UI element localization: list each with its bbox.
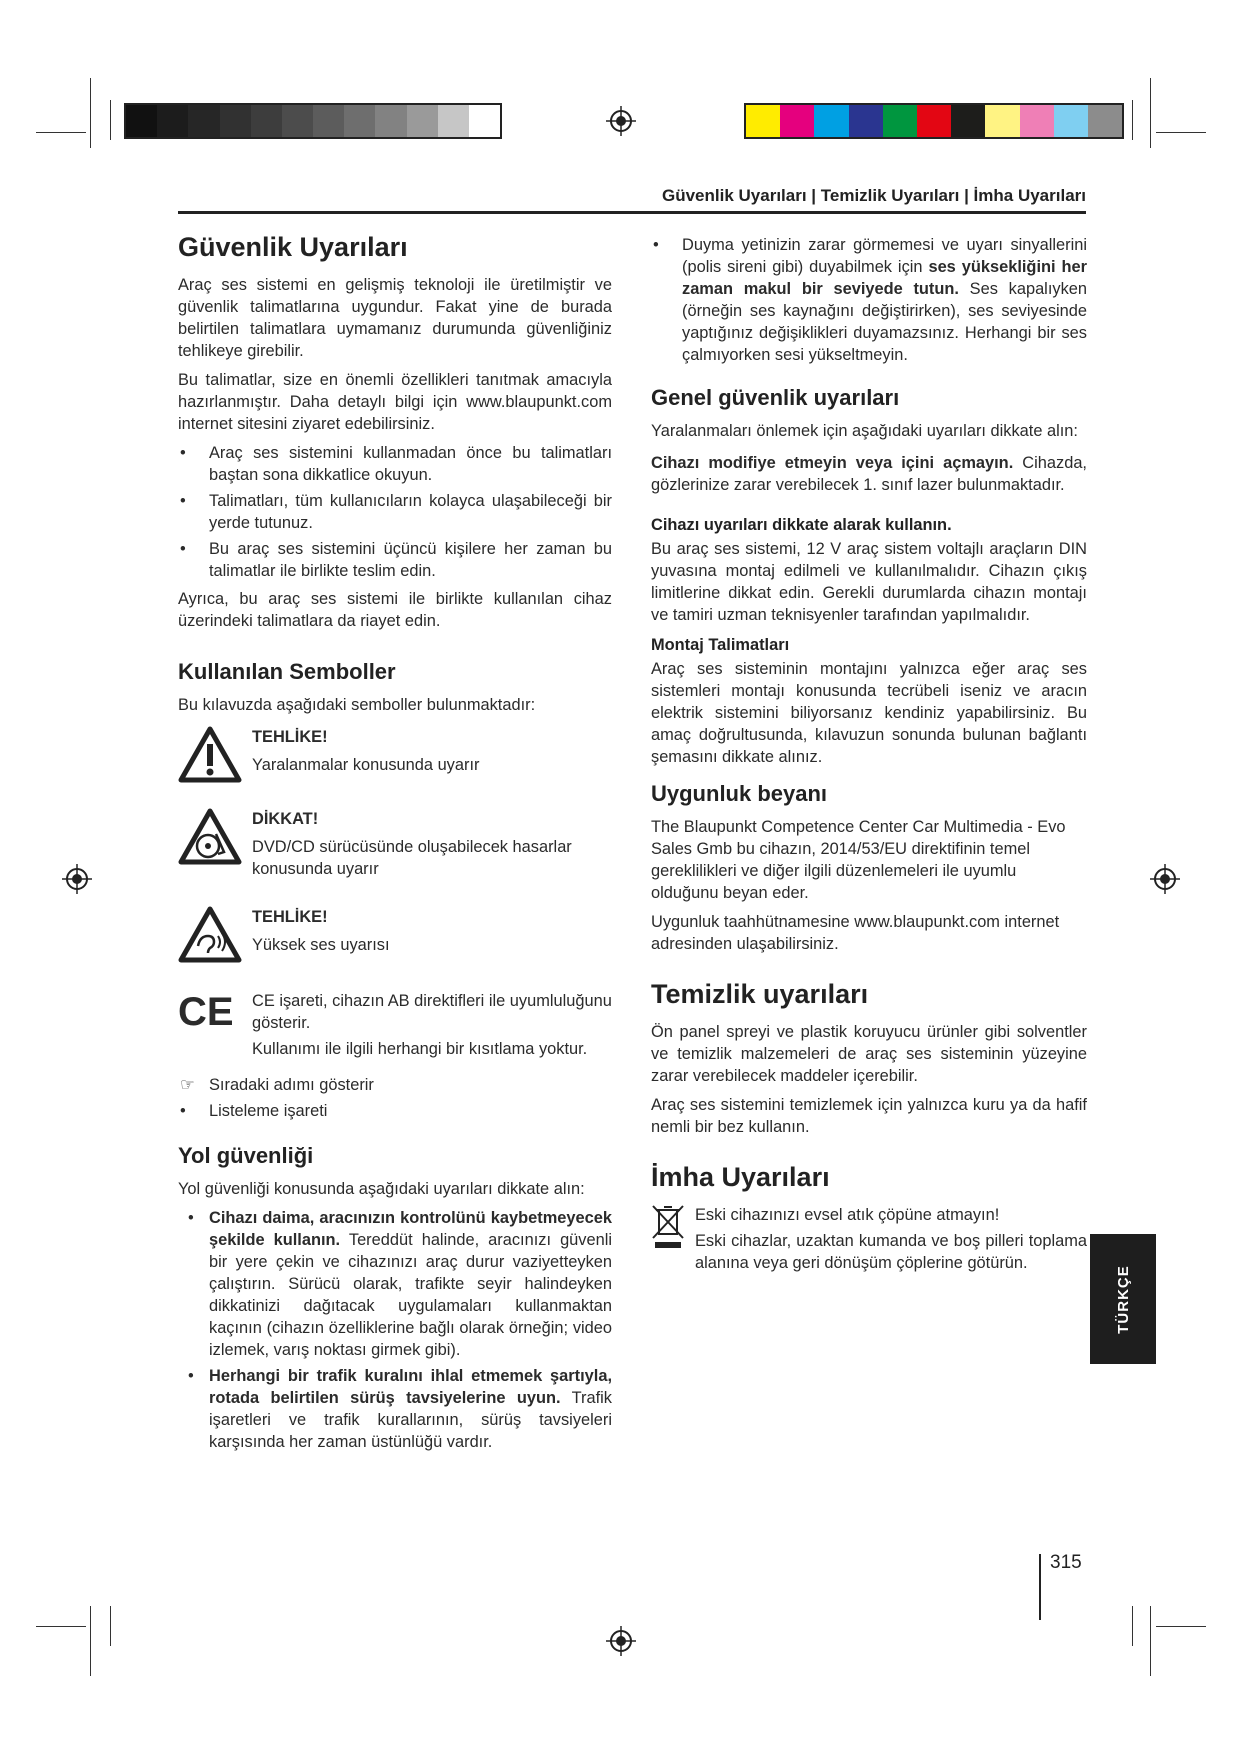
crop-mark — [110, 1606, 111, 1646]
disposal-title: İmha Uyarıları — [651, 1162, 830, 1192]
running-head: Güvenlik Uyarıları | Temizlik Uyarıları | İmha Uyarıları — [662, 186, 1086, 205]
symbol-title: DİKKAT! — [252, 810, 319, 828]
crop-mark — [36, 1626, 86, 1627]
list-item: • Herhangi bir trafik kuralını ihlal etmemek şartıyla, rotada belirtilen sürüş tavsiyelerine uyun. Trafik işaretleri ve trafik kurallarının, sürüş tavsiyeleri karşısında her zaman üstünlüğü vardır. — [188, 1367, 612, 1451]
gray-swatch — [407, 105, 438, 137]
language-tab-label: TÜRKÇE — [1114, 1264, 1132, 1334]
list-item: • Araç ses sistemini kullanmadan önce bu talimatları baştan sona dikkatlice okuyun. — [180, 444, 612, 484]
ce-mark-icon: CE — [178, 990, 234, 1034]
symbol-title: TEHLİKE! — [252, 908, 328, 926]
cleaning-paragraph: Araç ses sistemini temizlemek için yalnızca kuru ya da hafif nemli bir bez kullanın. — [651, 1096, 1087, 1136]
cleaning-title: Temizlik uyarıları — [651, 979, 869, 1009]
gray-swatch — [220, 105, 251, 137]
crop-mark — [90, 78, 91, 148]
list-item: • Duyma yetinizin zarar görmemesi ve uyarı sinyallerini (polis sireni gibi) duyabilmek için ses yüksekliğini her zaman makul bir seviyede tutun. Ses kapalıyken (örneğin ses kaynağını değiştirirken), ses seviyesinde yaptığınız değişiklikleri duyamazsınız. Herhangi bir ses çalmıyorken sesi yükseltmeyin. — [653, 236, 1088, 364]
gray-swatch — [282, 105, 313, 137]
color-swatch — [849, 105, 883, 137]
color-swatch — [883, 105, 917, 137]
color-calibration-bar — [744, 103, 1124, 139]
ce-text-restriction: Kullanımı ile ilgili herhangi bir kısıtlama yoktur. — [252, 1040, 588, 1058]
marker-list — [178, 1074, 612, 1122]
crop-mark — [110, 100, 111, 140]
symbol-row — [178, 726, 612, 790]
gray-swatch — [188, 105, 219, 137]
use-title: Cihazı uyarıları dikkate alarak kullanın. — [651, 516, 952, 534]
list-item: • Bu araç ses sistemini üçüncü kişilere her zaman bu talimatlar ile birlikte teslim edin. — [180, 540, 612, 580]
crop-mark — [1156, 1626, 1206, 1627]
conformity-title: Uygunluk beyanı — [651, 781, 828, 806]
page-number-rule — [1039, 1554, 1041, 1620]
disc-damage-warning-icon — [178, 808, 242, 866]
crop-mark — [1150, 78, 1151, 148]
list-item: • Talimatları, tüm kullanıcıların kolayca ulaşabileceği bir yerde tutunuz. — [180, 492, 612, 532]
color-swatch — [746, 105, 780, 137]
road-safety-intro: Yol güvenliği konusunda aşağıdaki uyarıları dikkate alın: — [178, 1180, 585, 1198]
disposal-text: Eski cihazlar, uzaktan kumanda ve boş pilleri toplama alanına veya geri dönüşüm çöplerine götürün. — [695, 1232, 1087, 1272]
crop-mark — [36, 132, 86, 133]
conformity-text-link: Uygunluk taahhütnamesine www.blaupunkt.com internet adresinden ulaşabilirsiniz. — [651, 913, 1060, 953]
symbols-title: Kullanılan Semboller — [178, 659, 396, 684]
color-swatch — [1054, 105, 1088, 137]
symbol-text: Yaralanmalar konusunda uyarır — [252, 756, 480, 774]
registration-mark-icon — [62, 864, 92, 894]
ce-text: CE işareti, cihazın AB direktifleri ile uyumluluğunu gösterir. — [252, 992, 612, 1032]
disposal-text: Eski cihazınızı evsel atık çöpüne atmayın! — [695, 1206, 1000, 1224]
crop-mark — [1132, 1606, 1133, 1646]
list-item: • Cihazı daima, aracınızın kontrolünü kaybetmeyecek şekilde kullanın. Tereddüt halinde, aracınızı güvenli bir yere çekin ve cihazınızı araç durur vaziyetteyken çalıştırın. Sürücü olarak, trafikte seyir halindeyken dikkatinizi dağıtacak uygulamaları kullanmaktan kaçının (cihazın özelliklerine bağlı olarak örneğin; video izlemek, varış noktası girmek gibi). — [188, 1209, 613, 1359]
registration-mark-icon — [606, 106, 636, 136]
cleaning-paragraph: Ön panel spreyi ve plastik koruyucu ürünler gibi solventler ve temizlik malzemeleri de araç ses sisteminin yüzeyine zarar verebilecek maddeler içerebilir. — [651, 1023, 1087, 1085]
symbol-title: TEHLİKE! — [252, 728, 328, 746]
symbol-row — [178, 808, 612, 880]
list-item: • Listeleme işareti — [180, 1102, 328, 1120]
gray-swatch — [469, 105, 500, 137]
color-swatch — [917, 105, 951, 137]
safety-title: Güvenlik Uyarıları — [178, 232, 408, 262]
modify-warning: Cihazı modifiye etmeyin veya içini açmayın. Cihazda, gözlerinize zarar verebilecek 1. sınıf lazer bulunmaktadır. — [651, 454, 1087, 494]
outro-paragraph: Ayrıca, bu araç ses sistemi ile birlikte kullanılan cihaz üzerindeki talimatlara da riayet edin. — [178, 590, 612, 630]
page-number: 315 — [1050, 1552, 1082, 1573]
disposal-row — [651, 1204, 1087, 1281]
crop-mark — [90, 1606, 91, 1676]
registration-mark-icon — [606, 1626, 636, 1656]
symbol-text: DVD/CD sürücüsünde oluşabilecek hasarlar konusunda uyarır — [252, 838, 572, 878]
crop-mark — [1132, 100, 1133, 140]
warning-exclamation-icon — [178, 726, 242, 784]
color-swatch — [951, 105, 985, 137]
color-swatch — [1020, 105, 1054, 137]
gray-swatch — [251, 105, 282, 137]
crop-mark — [1150, 1606, 1151, 1676]
intro-paragraph: Bu talimatlar, size en önemli özellikleri tanıtmak amacıyla hazırlanmıştır. Daha detaylı bilgi için www.blaupunkt.com internet sitesini ziyaret edebilirsiniz. — [178, 371, 612, 433]
conformity-text: The Blaupunkt Competence Center Car Multimedia - Evo Sales Gmb bu cihazın, 2014/53/EU direktifinin temel gereklilikleri ve diğer ilgili düzenlemeleri ile uyumlu olduğunu beyan eder. — [651, 818, 1066, 902]
road-safety-title: Yol güvenliği — [178, 1143, 314, 1168]
grayscale-calibration-bar — [124, 103, 502, 139]
intro-paragraph: Araç ses sistemi en gelişmiş teknoloji ile üretilmiştir ve güvenlik talimatlarına uygundur. Fakat yine de burada belirtilen talimatlara uymamanız durumunda güvenliğiniz tehlikeye girebilir. — [178, 276, 612, 360]
color-swatch — [780, 105, 814, 137]
symbol-row — [178, 990, 612, 1060]
install-title: Montaj Talimatları — [651, 636, 790, 654]
color-swatch — [1088, 105, 1122, 137]
color-swatch — [814, 105, 848, 137]
registration-mark-icon — [1150, 864, 1180, 894]
crop-mark — [1156, 132, 1206, 133]
safety-bullet-list — [178, 442, 612, 582]
right-column — [651, 234, 1087, 1281]
gray-swatch — [157, 105, 188, 137]
color-swatch — [985, 105, 1019, 137]
hearing-list — [651, 234, 1087, 366]
symbol-text: Yüksek ses uyarısı — [252, 936, 390, 954]
use-text: Bu araç ses sistemi, 12 V araç sistem voltajlı araçların DIN yuvasına montaj edilmeli ve kullanılmalıdır. Cihazın çıkış limitlerine dikkat edin. Gerekli durumlarda cihazın montajı ve tamiri uzman teknisyenler tarafından yapılmalıdır. — [651, 540, 1087, 624]
symbol-row — [178, 906, 612, 970]
header-rule — [178, 211, 1086, 214]
gray-swatch — [375, 105, 406, 137]
general-safety-intro: Yaralanmaları önlemek için aşağıdaki uyarıları dikkate alın: — [651, 422, 1078, 440]
gray-swatch — [313, 105, 344, 137]
pointing-hand-icon: ☞ — [180, 1076, 195, 1094]
symbols-intro: Bu kılavuzda aşağıdaki semboller bulunmaktadır: — [178, 696, 536, 714]
gray-swatch — [438, 105, 469, 137]
gray-swatch — [126, 105, 157, 137]
loud-volume-warning-icon — [178, 906, 242, 964]
gray-swatch — [344, 105, 375, 137]
road-safety-list — [178, 1207, 612, 1453]
crossed-bin-icon — [651, 1204, 685, 1250]
install-text: Araç ses sisteminin montajını yalnızca eğer araç ses sistemleri montajı konusunda tecrübeli iseniz ve aracın elektrik sistemini biliyorsanız kendiniz yapabilirsiniz. Bu amaç doğrultusunda, kılavuzun sonunda bulunan bağlantı şemasını dikkate alınız. — [651, 660, 1087, 766]
general-safety-title: Genel güvenlik uyarıları — [651, 385, 900, 410]
list-item: ☞ Sıradaki adımı gösterir — [180, 1076, 374, 1094]
left-column — [178, 230, 612, 1459]
